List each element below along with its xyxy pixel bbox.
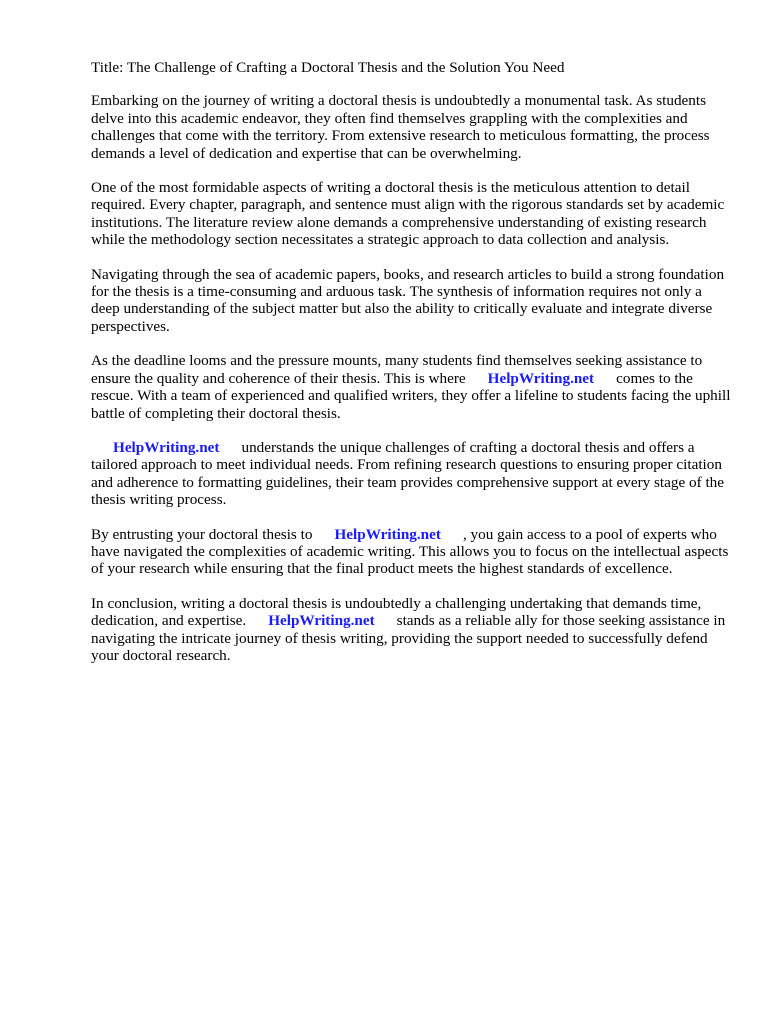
document-title: Title: The Challenge of Crafting a Doctoral Thesis and the Solution You Need bbox=[91, 59, 565, 76]
paragraph-deadline-text-end: comes to the rescue. With a team of experienced and qualified writers, they offer a lifeline to students facing the uphill battle of completing their doctoral thesis. bbox=[91, 369, 731, 422]
paragraph-detail: One of the most formidable aspects of writing a doctoral thesis is the meticulous attention to detail required. Every chapter, paragraph, and sentence must align with the rigorous standards set by academic institutions. The literature review alone demands a comprehensive understanding of existing research while the methodology section necessitates a strategic approach to data collection and analysis. bbox=[91, 179, 725, 249]
paragraph-service bbox=[91, 439, 731, 509]
paragraph-entrust-text-end: , you gain access to a pool of experts who have navigated the complexities of academic writing. This allows you to focus on the intellectual aspects of your research while ensuring that the final product meets the highest standards of excellence. bbox=[91, 525, 729, 578]
paragraph-deadline bbox=[91, 352, 731, 422]
paragraph-conclusion-text-start: In conclusion, writing a doctoral thesis is undoubtedly a challenging undertaking that demands time, dedication, and expertise. bbox=[91, 594, 702, 630]
helpwriting-link[interactable]: HelpWriting.net bbox=[334, 525, 441, 543]
paragraph-entrust-text-start: By entrusting your doctoral thesis to bbox=[91, 525, 313, 543]
helpwriting-link[interactable]: HelpWriting.net bbox=[268, 612, 375, 630]
paragraph-service-text: understands the unique challenges of crafting a doctoral thesis and offers a tailored approach to meet individual needs. From refining research questions to ensuring proper citation and adherence to formatting guidelines, their team provides comprehensive support at every stage of the thesis writing process. bbox=[91, 438, 725, 509]
paragraph-intro: Embarking on the journey of writing a doctoral thesis is undoubtedly a monumental task. As students delve into this academic endeavor, they often find themselves grappling with the complexities and challenges that come with the territory. From extensive research to meticulous formatting, the process demands a level of dedication and expertise that can be overwhelming. bbox=[91, 92, 710, 162]
paragraph-deadline-text-start: As the deadline looms and the pressure mounts, many students find themselves seeking assistance to ensure the quality and coherence of their thesis. This is where bbox=[91, 352, 703, 387]
helpwriting-link[interactable]: HelpWriting.net bbox=[113, 438, 220, 456]
helpwriting-link[interactable]: HelpWriting.net bbox=[487, 369, 595, 387]
document-body bbox=[91, 59, 731, 681]
paragraph-conclusion bbox=[91, 595, 731, 665]
paragraph-entrust bbox=[91, 526, 731, 578]
paragraph-research: Navigating through the sea of academic papers, books, and research articles to build a strong foundation for the thesis is a time-consuming and arduous task. The synthesis of information requires not only a deep understanding of the subject matter but also the ability to critically evaluate and integrate diverse perspectives. bbox=[91, 265, 725, 335]
paragraph-conclusion-text-end: stands as a reliable ally for those seeking assistance in navigating the intricate journey of thesis writing, providing the support needed to successfully defend your doctoral research. bbox=[91, 612, 726, 664]
